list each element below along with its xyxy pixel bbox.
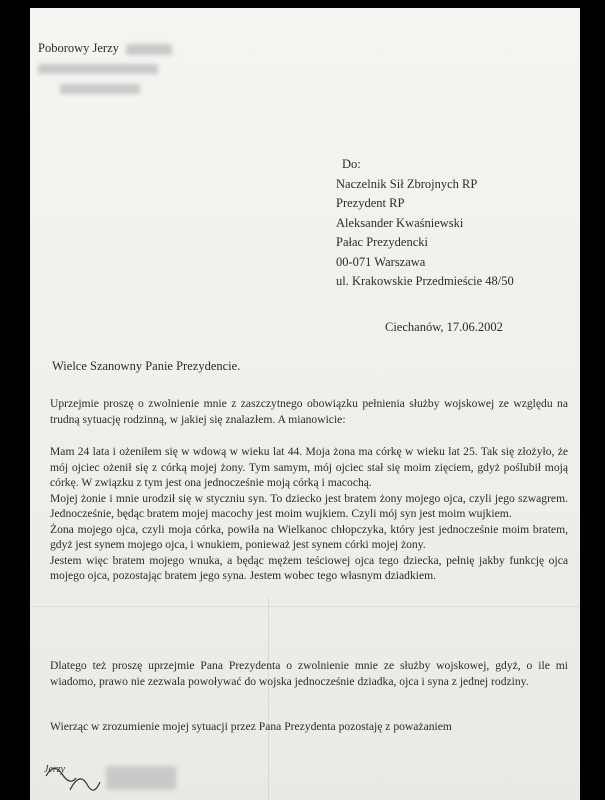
signature-text: Jerzy (44, 764, 66, 775)
recipient-line: Prezydent RP (336, 196, 405, 210)
recipient-line: Aleksander Kwaśniewski (336, 215, 464, 230)
letter-sheet (30, 8, 580, 800)
sender-name: Poborowy Jerzy (38, 41, 119, 55)
signature-area (40, 756, 190, 800)
closing-line: Wierząc w zrozumienie mojej sytuacji przez Pana Prezydenta pozostaję z poważaniem (50, 720, 452, 733)
paper-fold-vertical (268, 598, 269, 800)
request-paragraph: Uprzejmie proszę o zwolnienie mnie z zaszczytnego obowiązku pełnienia służby wojskowej ze względu na trudną sytuację rodzinną, w jakiej się znalazłem. A mianowicie: (50, 397, 568, 426)
story-paragraph: Żona mojego ojca, czyli moja córka, powiła na Wielkanoc chłopczyka, który jest jednocześnie moim bratem, gdyż jest synem mojego ojca, i wnukiem, ponieważ jest synem córki mojej żony. (50, 522, 568, 551)
story-paragraph: Mam 24 lata i ożeniłem się w wdową w wieku lat 44. Moja żona ma córkę w wieku lat 25. Tak się złożyło, że mój ojciec ożenił się z córką mojej żony. Tym samym, mój ojciec stał się moim zięciem, gdyż poślubił moją córkę. W związku z tym jest ona jednocześnie moją córką i macochą. (50, 445, 568, 489)
recipient-block (336, 155, 514, 292)
to-label: Do: (342, 157, 361, 171)
story-paragraph: Mojej żonie i mnie urodził się w styczniu syn. To dziecko jest bratem żony mojego ojca, czyli jego szwagrem. Jednocześnie, będąc bratem mojej macochy jest moim wujkiem. Czyli mój syn jest moim wujkiem. (50, 491, 568, 520)
place-date: Ciechanów, 17.06.2002 (385, 320, 503, 334)
paper-fold-horizontal (30, 606, 580, 607)
recipient-line: ul. Krakowskie Przedmieście 48/50 (336, 274, 514, 288)
story-block (50, 444, 568, 584)
redacted-surname (126, 44, 172, 55)
redacted-address-line-1 (38, 64, 158, 74)
recipient-line: Naczelnik Sił Zbrojnych RP (336, 176, 478, 191)
redacted-address-line-2 (60, 84, 140, 94)
redacted-signature (106, 766, 176, 790)
recipient-line: 00-071 Warszawa (336, 254, 426, 269)
story-paragraph: Jestem więc bratem mojego wnuka, a będąc mężem teściowej ojca tego dziecka, pełnię jakby funkcję ojca mojego ojca, pozostając bratem jego syna. Jestem wobec tego własnym dziadkiem. (50, 553, 568, 582)
greeting: Wielce Szanowny Panie Prezydencie. (52, 359, 241, 373)
recipient-line: Pałac Prezydencki (336, 235, 428, 249)
sender-block (38, 38, 172, 98)
conclusion-paragraph: Dlatego też proszę uprzejmie Pana Prezydenta o zwolnienie mnie ze służby wojskowej, gdyż, o ile mi wiadomo, prawo nie zezwala powoływać do wojska jednocześnie dziadka, ojca i syna z jednej rodziny. (50, 659, 568, 688)
